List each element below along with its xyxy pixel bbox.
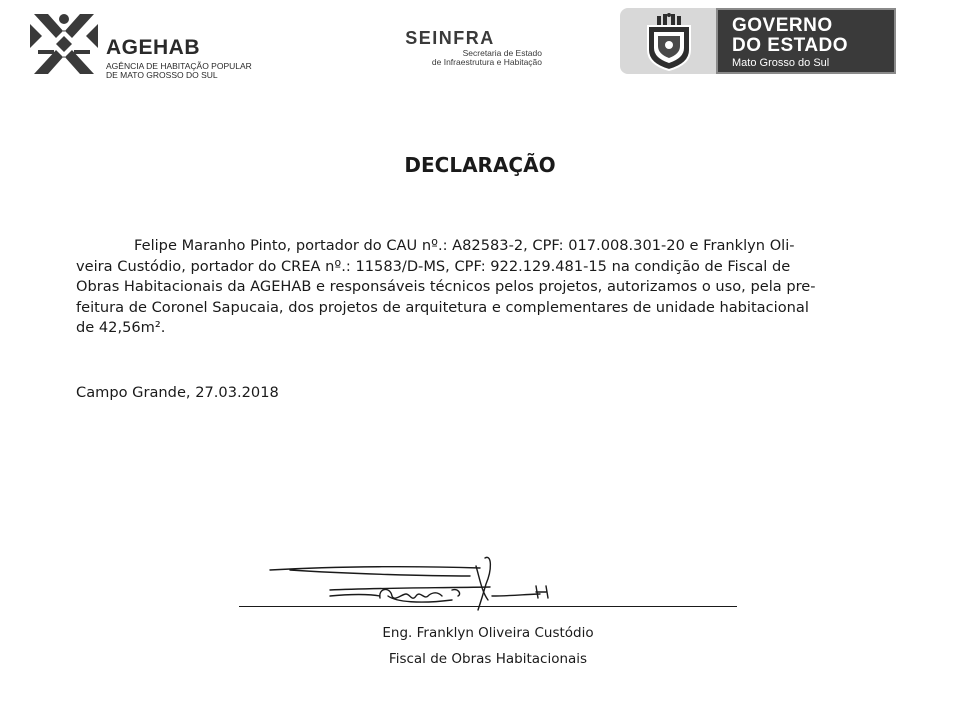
- signatory-role: Fiscal de Obras Habitacionais: [388, 651, 588, 667]
- seinfra-logo: [350, 28, 550, 73]
- governo-line3: Mato Grosso do Sul: [732, 57, 830, 69]
- body-line: feitura de Coronel Sapucaia, dos projetos de arquitetura e complementares de unidade habitacional: [76, 298, 809, 316]
- signatory-name: Eng. Franklyn Oliveira Custódio: [382, 625, 594, 641]
- governo-line2: DO ESTADO: [732, 35, 849, 56]
- agehab-name: AGEHAB: [106, 36, 201, 59]
- governo-text-box: [716, 8, 896, 74]
- body-line: de 42,56m².: [76, 319, 166, 336]
- body-line: Obras Habitacionais da AGEHAB e responsáveis técnicos pelos projetos, autorizamos o uso, pela pre-: [76, 278, 816, 295]
- agehab-subtitle: AGÊNCIA DE HABITAÇÃO POPULAR DE MATO GROSSO DO SUL: [106, 61, 252, 80]
- agehab-emblem-icon: [28, 10, 100, 78]
- governo-line1: GOVERNO: [732, 15, 833, 36]
- document-title: DECLARAÇÃO: [404, 153, 556, 177]
- declaration-body: [76, 236, 888, 339]
- signature-line: [239, 606, 737, 607]
- body-line: Felipe Maranho Pinto, portador do CAU nº.: A82583-2, CPF: 017.008.301-20 e Franklyn Oli-: [134, 237, 795, 254]
- state-crest-icon: [640, 12, 698, 72]
- place-date: Campo Grande, 27.03.2018: [76, 384, 279, 401]
- governo-logo: [620, 8, 896, 74]
- crest-background: [620, 8, 716, 74]
- body-line: veira Custódio, portador do CREA nº.: 11583/D-MS, CPF: 922.129.481-15 na condição de Fiscal de: [76, 257, 791, 275]
- seinfra-name: SEINFRA: [405, 28, 495, 48]
- agehab-logo: [28, 10, 288, 80]
- seinfra-subtitle: Secretaria de Estado de Infraestrutura e Habitação: [431, 48, 542, 67]
